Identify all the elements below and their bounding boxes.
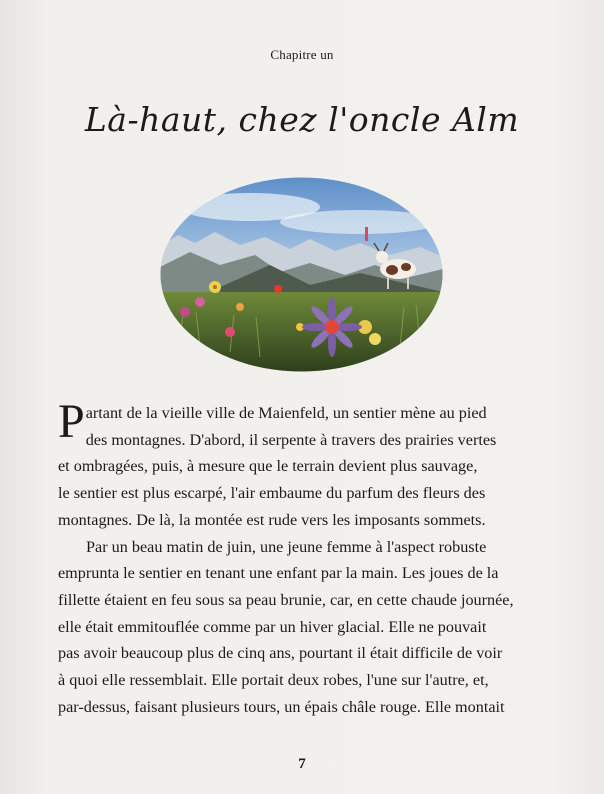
paragraph-1 xyxy=(58,395,558,534)
alpine-meadow-goat-illustration xyxy=(160,177,443,372)
text-line: artant de la vieille ville de Maienfeld, un sentier mène au pied xyxy=(85,404,487,422)
text-line: pas avoir beaucoup plus de cinq ans, pourtant il était difficile de voir xyxy=(58,644,503,663)
text-line: par-dessus, faisant plusieurs tours, un épais châle rouge. Elle montait xyxy=(58,697,505,716)
text-line: fillette étaient en feu sous sa peau brunie, car, en cette chaude journée, xyxy=(58,590,514,609)
drop-cap: P xyxy=(58,395,85,448)
body-text xyxy=(58,395,558,720)
chapter-label: Chapitre un xyxy=(270,47,334,62)
chapter-title: Là-haut, chez l'oncle Alm xyxy=(84,100,520,139)
page-number: 7 xyxy=(298,756,306,772)
text-line: emprunta le sentier en tenant une enfant par la main. Les joues de la xyxy=(58,564,499,583)
text-line: montagnes. De là, la montée est rude vers les imposants sommets. xyxy=(58,510,486,529)
text-line: des montagnes. D'abord, il serpente à travers des prairies vertes xyxy=(85,430,497,449)
text-line: le sentier est plus escarpé, l'air embaume du parfum des fleurs des xyxy=(58,484,486,503)
text-line: Par un beau matin de juin, une jeune femme à l'aspect robuste xyxy=(86,537,487,556)
text-line: elle était emmitouflée comme par un hiver glacial. Elle ne pouvait xyxy=(58,617,487,636)
text-line: et ombragées, puis, à mesure que le terrain devient plus sauvage, xyxy=(58,457,478,476)
paragraph-2 xyxy=(58,534,558,721)
text-line: à quoi elle ressemblait. Elle portait deux robes, l'une sur l'autre, et, xyxy=(58,671,489,690)
